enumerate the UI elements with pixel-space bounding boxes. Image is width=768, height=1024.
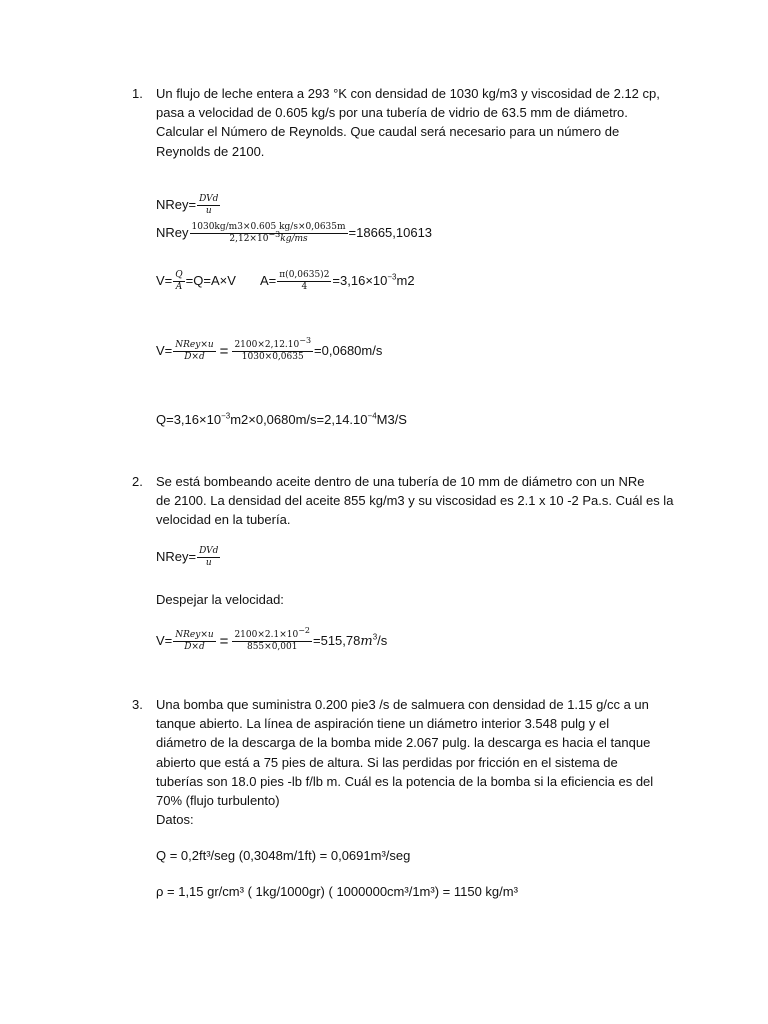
problem-3-number: 3. <box>132 697 143 712</box>
statement-line: Se está bombeando aceite dentro de una tubería de 10 mm de diámetro con un NRe <box>156 474 645 489</box>
velocity-calculation: V= $\frac{\text{NRey×u}}{D\times d}$ = $\frac{2100\times 2,12.10^{-3}}{1030\times 0,0635}$ =0,0680m/s <box>156 336 383 362</box>
statement-line: Una bomba que suministra 0.200 pie3 /s de salmuera con densidad de 1.15 g/cc a un <box>156 697 649 712</box>
velocity-calculation: V= $\frac{\text{NRey×u}}{D\times d}$ = $\frac{2100\times 2.1\times 10^{-2}}{855\times 0,001}$ $=515,78m^3/s$ <box>156 626 388 652</box>
reynolds-formula: NRey= $\frac{\text{DVd}}{u}$ <box>156 194 219 216</box>
statement-line: Reynolds de 2100. <box>156 143 265 159</box>
statement-line: Calcular el Número de Reynolds. Que caudal será necesario para un número de <box>156 124 620 140</box>
flow-rate-conversion: Q = 0,2ft³/seg (0,3048m/1ft) = 0,0691m³/seg <box>156 848 411 863</box>
reynolds-formula: NRey= $\frac{\text{DVd}}{u}$ <box>156 546 219 568</box>
density-conversion: ρ = 1,15 gr/cm³ ( 1kg/1000gr) ( 1000000cm³/1m³) = 1150 kg/m³ <box>156 884 518 899</box>
statement-line: velocidad en la tubería. <box>156 512 291 528</box>
problem-2-number: 2. <box>132 474 143 489</box>
velocity-flow-relation: V= $\frac{Q}{A}$ =Q=A×V <box>156 270 236 292</box>
statement-line: diámetro de la descarga de la bomba mide 2.067 pulg. la descarga es hacia el tanque <box>156 735 651 751</box>
problem-1-statement <box>156 84 666 161</box>
statement-line: Datos: <box>156 812 194 828</box>
problem-2-statement <box>156 472 674 530</box>
statement-line: pasa a velocidad de 0.605 kg/s por una tubería de vidrio de 63.5 mm de diámetro. <box>156 105 628 121</box>
reynolds-calculation: NRey $\frac{1030kg/m3\times 0.605 kg/s\times 0,0635m}{2,12\times 10^{-3}kg/ms}$ =18665,10613 <box>156 222 433 244</box>
statement-line: de 2100. La densidad del aceite 855 kg/m3 y su viscosidad es 2.1 x 10 -2 Pa.s. Cuál es la <box>156 493 674 509</box>
statement-line: abierto que está a 75 pies de altura. Si las perdidas por fricción en el sistema de <box>156 754 618 770</box>
statement-line: 70% (flujo turbulento) <box>156 793 280 809</box>
problem-1-number: 1. <box>132 86 143 101</box>
problem-3-statement <box>156 695 666 829</box>
area-calculation: A= $\frac{\pi(0,0635)2}{4}$ $=3,16\times 10^{-3}m2$ <box>260 270 415 292</box>
statement-line: Un flujo de leche entera a 293 °K con densidad de 1030 kg/m3 y viscosidad de 2.12 cp, <box>156 86 660 101</box>
flow-rate-result: $Q=3,16\times 10^{-3}m2\times 0,0680m/s=2,14.10^{-4}M3/S$ <box>156 411 407 427</box>
statement-line: tuberías son 18.0 pies -lb f/lb m. Cuál es la potencia de la bomba si la eficiencia es del <box>156 773 654 789</box>
statement-line: tanque abierto. La línea de aspiración tiene un diámetro interior 3.548 pulg y el <box>156 716 610 732</box>
solve-velocity-label: Despejar la velocidad: <box>156 592 284 607</box>
